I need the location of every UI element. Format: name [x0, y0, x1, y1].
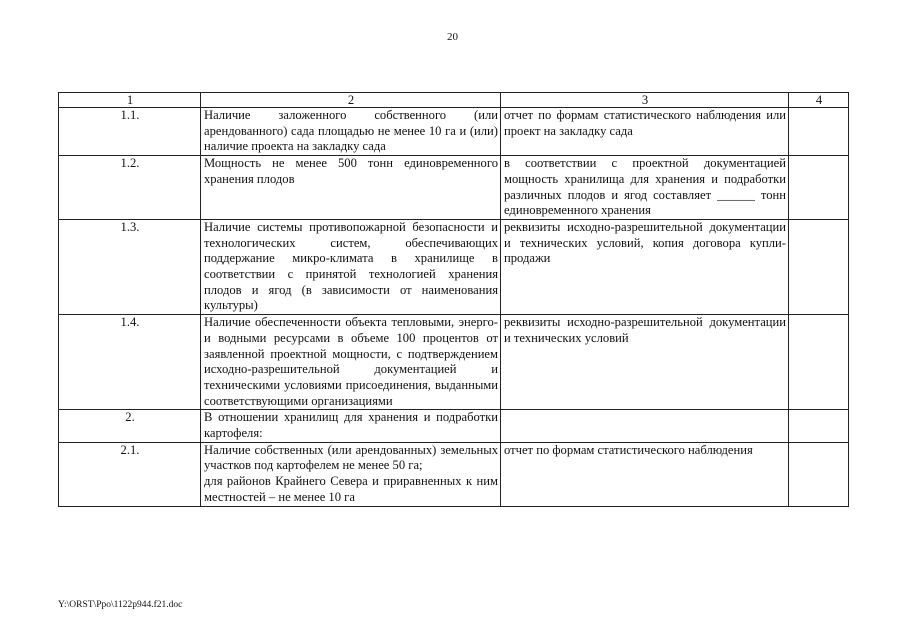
note-cell	[789, 156, 849, 220]
note-cell	[789, 410, 849, 442]
note-cell	[789, 219, 849, 314]
note-cell	[789, 442, 849, 506]
requirement-cell: Наличие заложенного собственного (или арендованного) сада площадью не менее 10 га и (или) наличие проекта на закладку сада	[201, 108, 501, 156]
note-cell	[789, 315, 849, 410]
document-cell: реквизиты исходно-разрешительной документации и технических условий, копия договора купли-продажи	[501, 219, 789, 314]
table-row	[59, 156, 849, 220]
document-cell: в соответствии с проектной документацией мощность хранилища для хранения и подработки различных плодов и ягод составляет ______ тонн единовременного хранения	[501, 156, 789, 220]
requirement-cell: В отношении хранилищ для хранения и подработки картофеля:	[201, 410, 501, 442]
row-number-cell: 1.3.	[59, 219, 201, 314]
requirements-table	[58, 92, 849, 507]
column-header-3: 3	[501, 93, 789, 108]
row-number-cell: 1.4.	[59, 315, 201, 410]
table-header	[59, 93, 849, 108]
table-row	[59, 315, 849, 410]
table-row	[59, 219, 849, 314]
document-cell: отчет по формам статистического наблюдения или проект на закладку сада	[501, 108, 789, 156]
row-number-cell: 2.1.	[59, 442, 201, 506]
column-header-2: 2	[201, 93, 501, 108]
requirement-cell: Мощность не менее 500 тонн единовременного хранения плодов	[201, 156, 501, 220]
document-cell: отчет по формам статистического наблюдения	[501, 442, 789, 506]
requirement-cell: Наличие системы противопожарной безопасности и технологических систем, обеспечивающих поддержание микро-климата в хранилище в соответствии с принятой технологией хранения плодов и ягод (в зависимости от наименования культуры)	[201, 219, 501, 314]
table-row	[59, 410, 849, 442]
footer-file-path: Y:\ORST\Ppo\1122p944.f21.doc	[58, 600, 183, 610]
row-number-cell: 2.	[59, 410, 201, 442]
column-header-4: 4	[789, 93, 849, 108]
table-body	[59, 108, 849, 507]
requirement-cell: Наличие собственных (или арендованных) земельных участков под картофелем не менее 50 га; для районов Крайнего Севера и приравненных к ним местностей – не менее 10 га	[201, 442, 501, 506]
table-header-row	[59, 93, 849, 108]
requirement-cell: Наличие обеспеченности объекта тепловыми, энерго- и водными ресурсами в объеме 100 процентов от заявленной проектной мощности, с подтверждением исходно-разрешительной документацией и техническими условиями присоединения, выданными соответствующими организациями	[201, 315, 501, 410]
row-number-cell: 1.1.	[59, 108, 201, 156]
table-row	[59, 108, 849, 156]
row-number-cell: 1.2.	[59, 156, 201, 220]
document-cell	[501, 410, 789, 442]
column-header-1: 1	[59, 93, 201, 108]
document-cell: реквизиты исходно-разрешительной документации и технических условий	[501, 315, 789, 410]
table-row	[59, 442, 849, 506]
page-number: 20	[447, 31, 458, 43]
note-cell	[789, 108, 849, 156]
